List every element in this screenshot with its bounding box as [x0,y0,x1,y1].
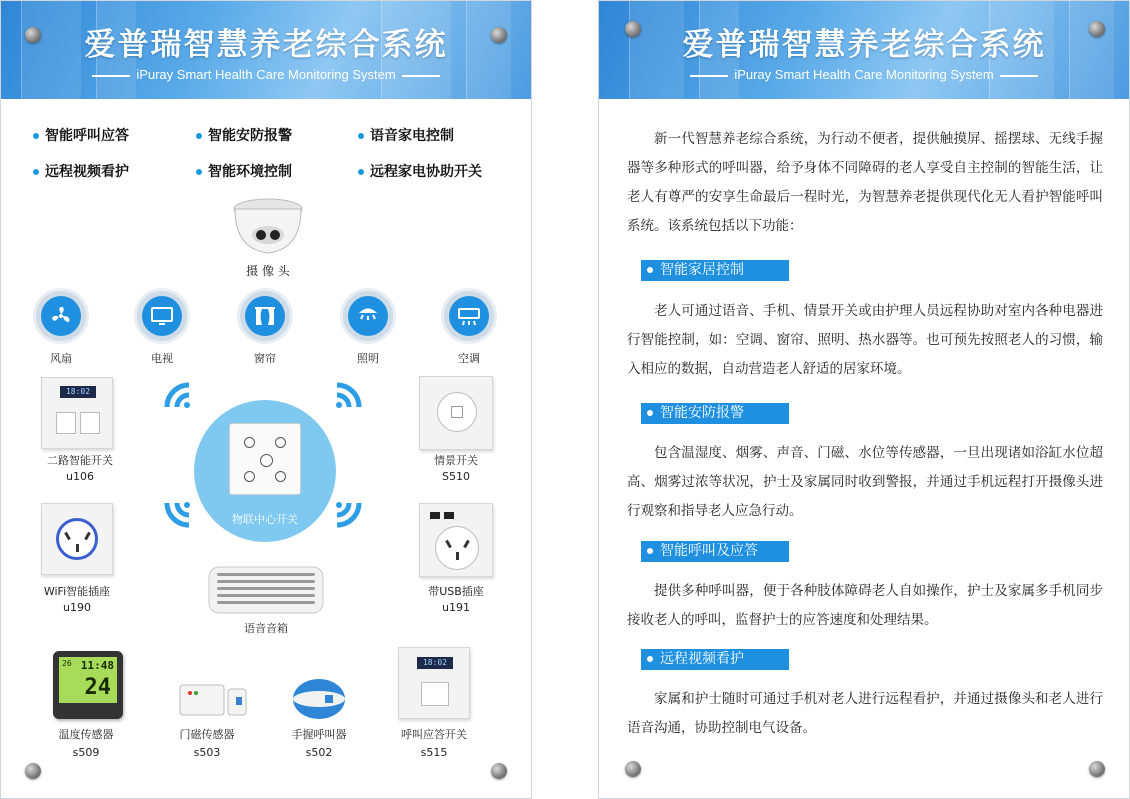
device-model: s509 [72,746,100,759]
speaker-label: 语音音箱 [244,622,288,635]
call-answer-switch-device: 18:02 [398,647,470,719]
banner-subtitle: iPuray Smart Health Care Monitoring System [599,67,1129,82]
hand-caller-device [291,677,347,721]
device-model: S510 [442,470,470,483]
intro-paragraph: 新一代智慧养老综合系统，为行动不便者，提供触摸屏、摇摆球、无线手握器等多种形式的呼叫器，给予身体不同障碍的老人享受自主控制的智能生活，让老人有尊严的安享生命最后一程时光，为智慧养老提供现代化无人看护智能呼叫系统。该系统包括以下功能： [627,131,1103,234]
device-name: 呼叫应答开关 [401,728,467,741]
section-title: 智能呼叫及应答 [641,541,789,562]
camera-icon [231,197,305,257]
device-model: s515 [420,746,448,759]
section-title: 远程视频看护 [641,649,789,670]
hub-switch-device [229,423,301,495]
banner-subtitle: iPuray Smart Health Care Monitoring System [1,67,531,82]
wifi-signal-icon [331,381,365,415]
device-name: 门磁传感器 [179,728,235,741]
banner-title: 爱普瑞智慧养老综合系统 [682,27,1046,63]
feature-item: 远程视频看护 [33,161,129,181]
screw-icon [491,27,507,43]
header-banner [599,1,1129,99]
left-panel [0,0,532,799]
feature-item: 智能呼叫应答 [33,125,129,145]
speaker-device [207,565,325,615]
two-way-switch-device: 18:02 [41,377,113,449]
device-name: 温度传感器 [58,728,114,741]
screw-icon [625,21,641,37]
appliance-label: 窗帘 [254,352,276,365]
curtain-icon [237,288,293,344]
appliance-label: 空调 [458,352,480,365]
screw-icon [25,763,41,779]
wifi-socket-device [41,503,113,575]
section-title: 智能安防报警 [641,403,789,424]
air-conditioner-icon [441,288,497,344]
appliance-label: 电视 [151,352,173,365]
temperature-sensor-device: 26 11:48 24 [53,651,123,719]
appliance-label: 照明 [357,352,379,365]
device-model: u106 [66,470,94,483]
screw-icon [25,27,41,43]
device-name: WiFi智能插座 [43,585,111,598]
tv-icon [134,288,190,344]
section-text: 老人可通过语音、手机、情景开关或由护理人员远程协助对室内各种电器进行智能控制，如：空调、窗帘、照明、热水器等。也可预先按照老人的习惯，输入相应的数据，自动营造老人舒适的居家环境。 [627,303,1103,377]
device-name: 二路智能开关 [47,454,113,467]
feature-item: 智能环境控制 [196,161,292,181]
device-model: u190 [63,601,91,614]
light-icon [340,288,396,344]
section-text: 家属和护士随时可通过手机对老人进行远程看护，并通过摄像头和老人进行语音沟通，协助控制电气设备。 [627,691,1103,736]
device-name: 带USB插座 [428,585,484,598]
section-text: 包含温湿度、烟雾、声音、门磁、水位等传感器，一旦出现诸如浴缸水位超高、烟雾过浓等状况，护士及家属同时收到警报，并通过手机远程打开摄像头进行观察和指导老人应急行动。 [627,445,1103,519]
device-model: s503 [193,746,221,759]
device-name: 手握呼叫器 [291,728,347,741]
screw-icon [491,763,507,779]
banner-title: 爱普瑞智慧养老综合系统 [84,27,448,63]
wifi-signal-icon [161,495,195,529]
door-sensor-device [178,683,250,719]
screw-icon [1089,21,1105,37]
right-panel [598,0,1130,799]
wifi-signal-icon [161,381,195,415]
camera-label: 摄 像 头 [246,264,290,278]
hub-label: 物联中心开关 [232,513,298,526]
fan-icon [33,288,89,344]
appliance-label: 风扇 [50,352,72,365]
header-banner [1,1,531,99]
wifi-signal-icon [331,495,365,529]
usb-socket-device [419,503,493,577]
feature-item: 智能安防报警 [196,125,292,145]
scene-switch-device [419,376,493,450]
feature-item: 语音家电控制 [358,125,454,145]
device-name: 情景开关 [434,454,478,467]
screw-icon [1089,761,1105,777]
device-model: u191 [442,601,470,614]
device-model: s502 [305,746,333,759]
screw-icon [625,761,641,777]
feature-item: 远程家电协助开关 [358,161,482,181]
section-title: 智能家居控制 [641,260,789,281]
section-text: 提供多种呼叫器，便于各种肢体障碍老人自如操作，护士及家属多手机同步接收老人的呼叫，监督护士的应答速度和处理结果。 [627,583,1103,628]
